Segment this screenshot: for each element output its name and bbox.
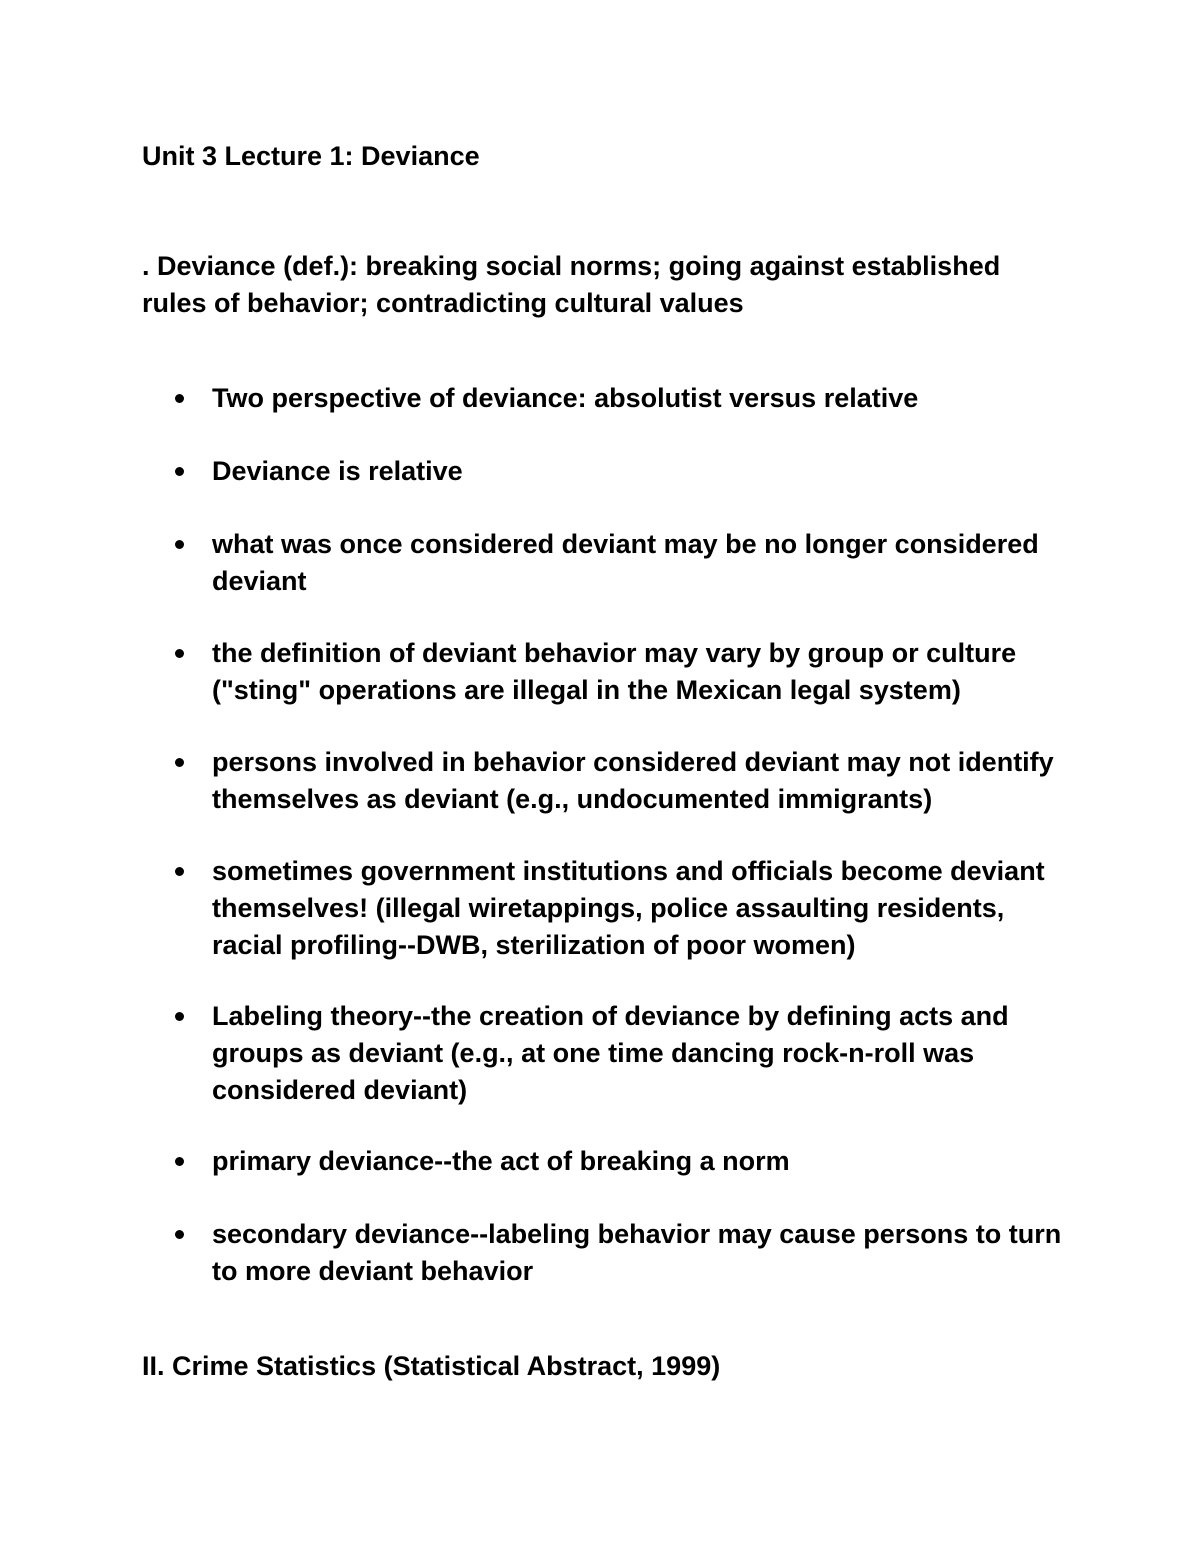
bullet-text: secondary deviance--labeling behavior may cause persons to turn to more deviant behavior [212,1219,1062,1286]
bullet-text: Deviance is relative [212,456,463,486]
list-item [212,635,1082,709]
bullet-icon [175,467,184,476]
document-title: Unit 3 Lecture 1: Deviance [142,141,480,171]
deviance-definition: . Deviance (def.): breaking social norms; going against established rules of behavior; contradicting cultural values [142,251,1001,318]
bullet-icon [175,758,184,767]
bullet-icon [175,1012,184,1021]
list-item [212,380,1082,417]
list-item [212,853,1082,964]
bullet-text: the definition of deviant behavior may vary by group or culture ("sting" operations are illegal in the Mexican legal system) [212,638,1017,705]
list-item [212,1143,1082,1180]
section-heading: II. Crime Statistics (Statistical Abstract, 1999) [142,1351,721,1381]
bullet-text: Two perspective of deviance: absolutist versus relative [212,383,919,413]
bullet-text: Labeling theory--the creation of deviance by defining acts and groups as deviant (e.g., at one time dancing rock-n-roll was considered deviant) [212,1001,1009,1105]
list-item [212,526,1082,600]
bullet-icon [175,867,184,876]
bullet-text: primary deviance--the act of breaking a norm [212,1146,790,1176]
bullet-text: persons involved in behavior considered deviant may not identify themselves as deviant (e.g., undocumented immigrants) [212,747,1054,814]
bullet-text: sometimes government institutions and officials become deviant themselves! (illegal wiretappings, police assaulting residents, racial profiling--DWB, sterilization of poor women) [212,856,1045,960]
list-item [212,744,1082,818]
bullet-icon [175,649,184,658]
bullet-icon [175,1157,184,1166]
list-item [212,453,1082,490]
bullet-text: what was once considered deviant may be no longer considered deviant [212,529,1039,596]
bullet-icon [175,394,184,403]
bullet-icon [175,1230,184,1239]
list-item [212,1216,1082,1290]
bullet-icon [175,540,184,549]
list-item [212,998,1082,1109]
